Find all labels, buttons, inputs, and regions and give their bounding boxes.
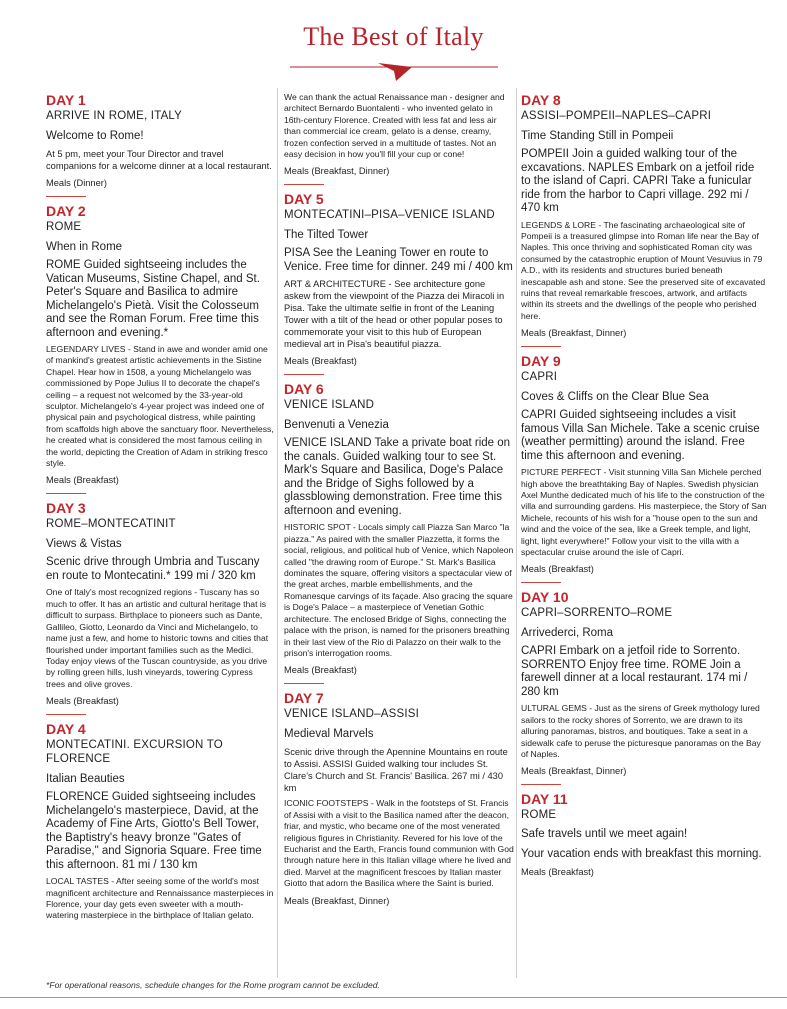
day-meals: Meals (Breakfast) — [284, 356, 357, 367]
day-meals: Meals (Breakfast, Dinner) — [284, 895, 390, 906]
day-description: CAPRI Guided sightseeing includes a visit famous Villa San Michele. Take a scenic cruise (weather permitting) around the island. Free time this afternoon and evening. — [521, 409, 760, 462]
day-description: VENICE ISLAND Take a private boat ride on the canals. Guided walking tour to see St. Mark's Square and Basilica, Doge's Palace and the Bridge of Sighs followed by a glassblowing demonstration. Free time this afternoon and evening. — [284, 437, 511, 517]
day-meals: Meals (Breakfast) — [46, 696, 119, 707]
day-feature: ICONIC FOOTSTEPS - Walk in the footsteps of St. Francis of Assisi with a visit to the Basilica named after the deacon, friar, and mystic, who became one of the most venerated religious figures in Christianity. Revered for his love of the Eucharist and the Earth, Francis found communion with God through nature here in this Italian village where he lived and died. Marvel at the magnificent frescoes by Italian master Giotto that adorn the Basilica where the Saint is buried. — [284, 798, 514, 889]
footnote: *For operational reasons, schedule changes for the Rome program cannot be excluded. — [46, 980, 380, 990]
day-feature-continued: We can thank the actual Renaissance man - designer and architect Bernardo Buontalenti - who invented gelato in 16th-century Florence. Created with less fat and less air than commercial ice cream, gelato is a dense, creamy, frozen confection served in a multitude of tastes. Not an easy decision in how you'll fill your cup or cone! — [284, 92, 505, 160]
day-route: ROME — [46, 221, 82, 233]
day-subtitle: Arrivederci, Roma — [521, 627, 614, 640]
day-meals: Meals (Breakfast) — [521, 867, 594, 878]
day-feature: ART & ARCHITECTURE - See architecture gone askew from the viewpoint of the Piazza dei Miracoli in Pisa. Take the ultimate selfie in front of the Leaning Tower with a tilt of the head or other popular poses to commemorate your visit to this hub of European medieval art in Pisa's beautiful piazza. — [284, 279, 505, 350]
day-subtitle: Italian Beauties — [46, 773, 125, 786]
day-separator — [46, 714, 86, 715]
day-description-2: Your vacation ends with breakfast this morning. — [521, 847, 762, 860]
day-8 — [521, 92, 767, 339]
day-number: DAY 9 — [521, 353, 561, 370]
day-1 — [46, 92, 274, 189]
day-route: VENICE ISLAND–ASSISI — [284, 708, 420, 721]
day-feature: ULTURAL GEMS - Just as the sirens of Greek mythology lured sailors to the rocky shores of Sorrento, we are drawn to its alluring panoramas, bistros, and boutiques. Take a seat in a sidewalk cafe to peruse the picturesque panoramas on the Bay of Naples. — [521, 703, 761, 760]
day-separator — [46, 196, 86, 197]
title-ornament — [290, 62, 498, 82]
day-route: ROME — [521, 809, 557, 822]
day-4-continued — [284, 92, 514, 177]
day-number: DAY 10 — [521, 589, 569, 606]
day-6 — [284, 381, 514, 676]
day-description: Scenic drive through the Apennine Mountains en route to Assisi. ASSISI Guided walking tour includes St. Clare's Church and St. Francis' Basilica. 267 mi / 430 km — [284, 747, 508, 794]
day-subtitle: Medieval Marvels — [284, 728, 374, 741]
day-route: VENICE ISLAND — [284, 399, 375, 412]
day-separator — [521, 784, 561, 785]
day-number: DAY 6 — [284, 381, 324, 398]
day-meals: Meals (Breakfast, Dinner) — [521, 328, 627, 339]
day-separator — [284, 683, 324, 684]
day-9 — [521, 353, 767, 575]
day-5 — [284, 191, 514, 367]
column-2 — [284, 92, 514, 914]
day-route: CAPRI–SORRENTO–ROME — [521, 607, 673, 620]
day-separator — [46, 493, 86, 494]
day-meals: Meals (Breakfast, Dinner) — [521, 766, 627, 777]
day-route: ASSISI–POMPEII–NAPLES–CAPRI — [521, 110, 712, 122]
day-description: ROME Guided sightseeing includes the Vatican Museums, Sistine Chapel, and St. Peter's Square and Basilica to admire Michelangelo's Pietà. Visit the Colosseum and see the Roman Forum. Free time this afternoon and evening.* — [46, 259, 260, 339]
day-feature: LEGENDARY LIVES - Stand in awe and wonder amid one of mankind's greatest artistic achievements in the Sistine Chapel. Hear how in 1508, a young Michelangelo was commissioned by Pope Julius II to decorate the chapel's ceiling – a request not welcomed by the 33-year-old sculptor. Michelangelo's 4-year project was indeed one of physical pain and psychological distress, while painting from scaffolds high above the sanctuary floor. Nevertheless, he created what is considered the most famous ceiling in the world, depicting the Creation of Adam in striking fresco style. — [46, 344, 274, 469]
day-number: DAY 5 — [284, 191, 324, 208]
day-number: DAY 7 — [284, 690, 324, 707]
day-subtitle: Time Standing Still in Pompeii — [521, 130, 674, 142]
day-subtitle: Welcome to Rome! — [46, 130, 144, 142]
page-header — [0, 22, 787, 52]
day-meals: Meals (Breakfast) — [521, 564, 594, 575]
day-route: ROME–MONTECATINIT — [46, 518, 176, 531]
day-route: CAPRI — [521, 371, 558, 384]
day-feature: One of Italy's most recognized regions - Tuscany has so much to offer. It has an artistic and cultural heritage that is difficult to surpass. Birthplace to pioneers such as Dante, Gallileo, Giotto, Leonardo da Vinci and Michelangelo, to name just a few, and home to historic towns and cities that flourished under important families such as the Medici. Today enjoy views of the Tuscan countryside, as you drive by rolling green hills, lush vineyards, towering Cypress trees and olive groves. — [46, 587, 269, 689]
day-description: FLORENCE Guided sightseeing includes Michelangelo's masterpiece, David, at the Academy of Fine Arts, Giotto's Bell Tower, the Baptistry's heavy bronze "Gates of Paradise," and Signoria Square. Free time this afternoon. 81 mi / 130 km — [46, 791, 262, 871]
day-meals: Meals (Breakfast) — [46, 475, 119, 486]
day-3 — [46, 500, 274, 707]
day-description: CAPRI Embark on a jetfoil ride to Sorrento. SORRENTO Enjoy free time. ROME Join a farewell dinner at a local restaurant. 174 mi / 280 km — [521, 645, 748, 698]
day-feature: LOCAL TASTES - After seeing some of the world's most magnificent architecture and Rennaissance masterpieces in Florence, your day gets even sweeter with a mouth-watering masterpiece in the birthplace of Italian gelato. — [46, 876, 274, 921]
day-number: DAY 8 — [521, 92, 561, 108]
day-description: At 5 pm, meet your Tour Director and travel companions for a welcome dinner at a local restaurant. — [46, 149, 272, 171]
day-number: DAY 1 — [46, 92, 86, 108]
day-description: PISA See the Leaning Tower en route to Venice. Free time for dinner. 249 mi / 400 km — [284, 247, 513, 273]
day-route: ARRIVE IN ROME, ITALY — [46, 110, 183, 122]
day-route: MONTECATINI–PISA–VENICE ISLAND — [284, 209, 495, 222]
day-meals: Meals (Breakfast, Dinner) — [284, 166, 390, 177]
day-subtitle: Benvenuti a Venezia — [284, 419, 389, 432]
day-feature: HISTORIC SPOT - Locals simply call Piazza San Marco "la piazza." As paired with the smaller Piazzetta, it forms the social, religious, and political hub of Venice, which Napoleon called "the drawing room of Europe." St. Mark's Basilica dominates the square, offering visitors a spectacular view of the great arches, marble embellishments, and the Romanesque carvings of its façade. Also gracing the square is Doge's Palace – a masterpiece of Venetian Gothic architecture. The enclosed Bridge of Sighs, connecting the palace with the prison, is named for the prisoners breathing in their last view of the Rio di Palazzo on their walk to the prison's interrogation rooms. — [284, 522, 514, 658]
day-meals: Meals (Breakfast) — [284, 665, 357, 676]
day-number: DAY 3 — [46, 500, 86, 517]
day-description: Safe travels until we meet again! — [521, 828, 688, 841]
day-11 — [521, 791, 767, 878]
day-subtitle: When in Rome — [46, 241, 123, 253]
day-2 — [46, 203, 274, 486]
column-1 — [46, 92, 274, 929]
page-title: The Best of Italy — [303, 22, 484, 51]
day-4 — [46, 721, 274, 922]
day-subtitle: Views & Vistas — [46, 538, 122, 551]
day-description: Scenic drive through Umbria and Tuscany en route to Montecatini.* 199 mi / 320 km — [46, 556, 260, 582]
column-3 — [521, 92, 767, 885]
day-subtitle: Coves & Cliffs on the Clear Blue Sea — [521, 391, 709, 404]
day-subtitle: The Tilted Tower — [284, 229, 369, 242]
day-description: POMPEII Join a guided walking tour of the excavations. NAPLES Embark on a jetfoil ride to the island of Capri. CAPRI Take a funicular ride from the harbor to Capri village. 292 mi / 470 km — [521, 148, 755, 214]
column-divider — [277, 88, 278, 978]
day-separator — [284, 374, 324, 375]
day-feature: LEGENDS & LORE - The fascinating archaeological site of Pompeii is a treasured glimpse into Roman life near the Bay of Naples. This once thriving and sophisticated Roman city was consumed by the catastrophic eruption of Mount Vesuvius in 79 A.D., with its residents and structures buried beneath inescapable ash and stone. See the preserved site of excavated ruins that reveal remarkable frescoes, artwork, and artifacts within its streets and the dwellings of the people who perished here. — [521, 219, 766, 321]
bottom-divider — [0, 997, 787, 998]
day-7 — [284, 690, 514, 906]
day-separator — [521, 582, 561, 583]
day-meals: Meals (Dinner) — [46, 178, 107, 188]
day-number: DAY 4 — [46, 721, 86, 738]
day-separator — [284, 184, 324, 185]
day-number: DAY 11 — [521, 791, 568, 808]
day-number: DAY 2 — [46, 203, 86, 219]
day-route: MONTECATINI. EXCURSION TO FLORENCE — [46, 739, 223, 766]
day-10 — [521, 589, 767, 777]
day-separator — [521, 346, 561, 347]
column-divider — [516, 88, 517, 978]
day-feature: PICTURE PERFECT - Visit stunning Villa San Michele perched high above the breathtaking Bay of Naples. Swedish physician Axel Munthe dedicated much of his life to the construction of the villa and surrounding gardens. His masterpiece, the Story of San Michele, recounts of his wish for a "house open to the sun and wind and the voice of the sea, like a Greek temple, and light, light, light everywhere!" Follow your visit to the villa with a spectacular cruise around the isle of Capri. — [521, 467, 767, 557]
